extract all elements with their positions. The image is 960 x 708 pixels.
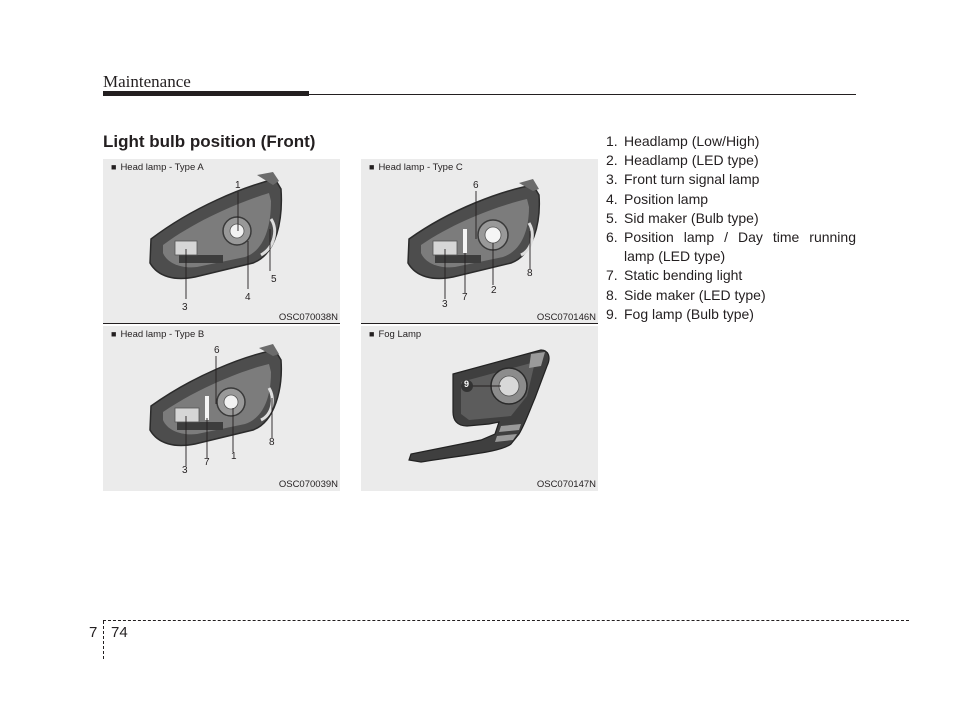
panel-headlamp-type-c xyxy=(361,159,598,324)
list-item: 9. Fog lamp (Bulb type) xyxy=(606,305,754,322)
callout-7: 7 xyxy=(204,457,210,468)
callout-3: 3 xyxy=(182,302,188,313)
list-item: 7. Static bending light xyxy=(606,267,743,284)
callout-1: 1 xyxy=(235,180,241,191)
panel-headlamp-type-b xyxy=(103,326,340,491)
callout-9: 9 xyxy=(464,379,470,389)
callout-6: 6 xyxy=(214,345,220,356)
list-item: 8. Side maker (LED type) xyxy=(606,286,766,303)
callout-3: 3 xyxy=(442,299,448,310)
footer-divider xyxy=(103,621,104,659)
fog-lamp-illustration xyxy=(361,326,598,491)
panel-rule-type-a xyxy=(103,323,340,324)
callout-2: 2 xyxy=(491,285,497,296)
callout-6: 6 xyxy=(473,180,479,191)
list-item: 1. Headlamp (Low/High) xyxy=(606,133,760,149)
footer-rule xyxy=(103,620,909,621)
callout-5: 5 xyxy=(271,274,277,285)
figure-code-type-a: OSC070038N xyxy=(278,312,338,323)
panel-fog-lamp xyxy=(361,326,598,491)
list-item: 6. Position lamp / Day time running lamp (LED type) xyxy=(606,229,856,265)
panel-label-type-c: ■ Head lamp - Type C xyxy=(369,162,463,173)
list-item: 4. Position lamp xyxy=(606,190,709,207)
callout-3: 3 xyxy=(182,465,188,476)
panel-label-type-a: ■ Head lamp - Type A xyxy=(111,162,204,173)
header-title: Maintenance xyxy=(103,72,191,91)
figure-code-type-b: OSC070039N xyxy=(278,479,338,490)
page-number: 74 xyxy=(111,624,128,641)
header-rule-thick xyxy=(103,91,309,96)
panel-label-type-b: ■ Head lamp - Type B xyxy=(111,329,204,340)
chapter-number: 7 xyxy=(89,624,98,641)
callout-8: 8 xyxy=(527,268,533,279)
callout-7: 7 xyxy=(462,292,468,303)
headlamp-type-c-illustration xyxy=(361,159,598,324)
callout-4: 4 xyxy=(245,292,251,303)
panel-headlamp-type-a xyxy=(103,159,340,324)
header-rule-thin xyxy=(309,94,856,95)
panel-rule-type-c xyxy=(361,323,598,324)
panel-label-fog: ■ Fog Lamp xyxy=(369,329,421,340)
headlamp-type-a-illustration xyxy=(103,159,340,324)
list-item: 2. Headlamp (LED type) xyxy=(606,152,759,169)
list-item: 3. Front turn signal lamp xyxy=(606,171,760,188)
callout-8: 8 xyxy=(269,437,275,448)
headlamp-type-b-illustration xyxy=(103,326,340,491)
parts-list xyxy=(606,132,856,324)
section-title: Light bulb position (Front) xyxy=(103,132,316,151)
callout-1: 1 xyxy=(231,451,237,462)
figure-code-type-c: OSC070146N xyxy=(536,312,596,323)
figure-code-fog: OSC070147N xyxy=(536,479,596,490)
list-item: 5. Sid maker (Bulb type) xyxy=(606,209,759,226)
